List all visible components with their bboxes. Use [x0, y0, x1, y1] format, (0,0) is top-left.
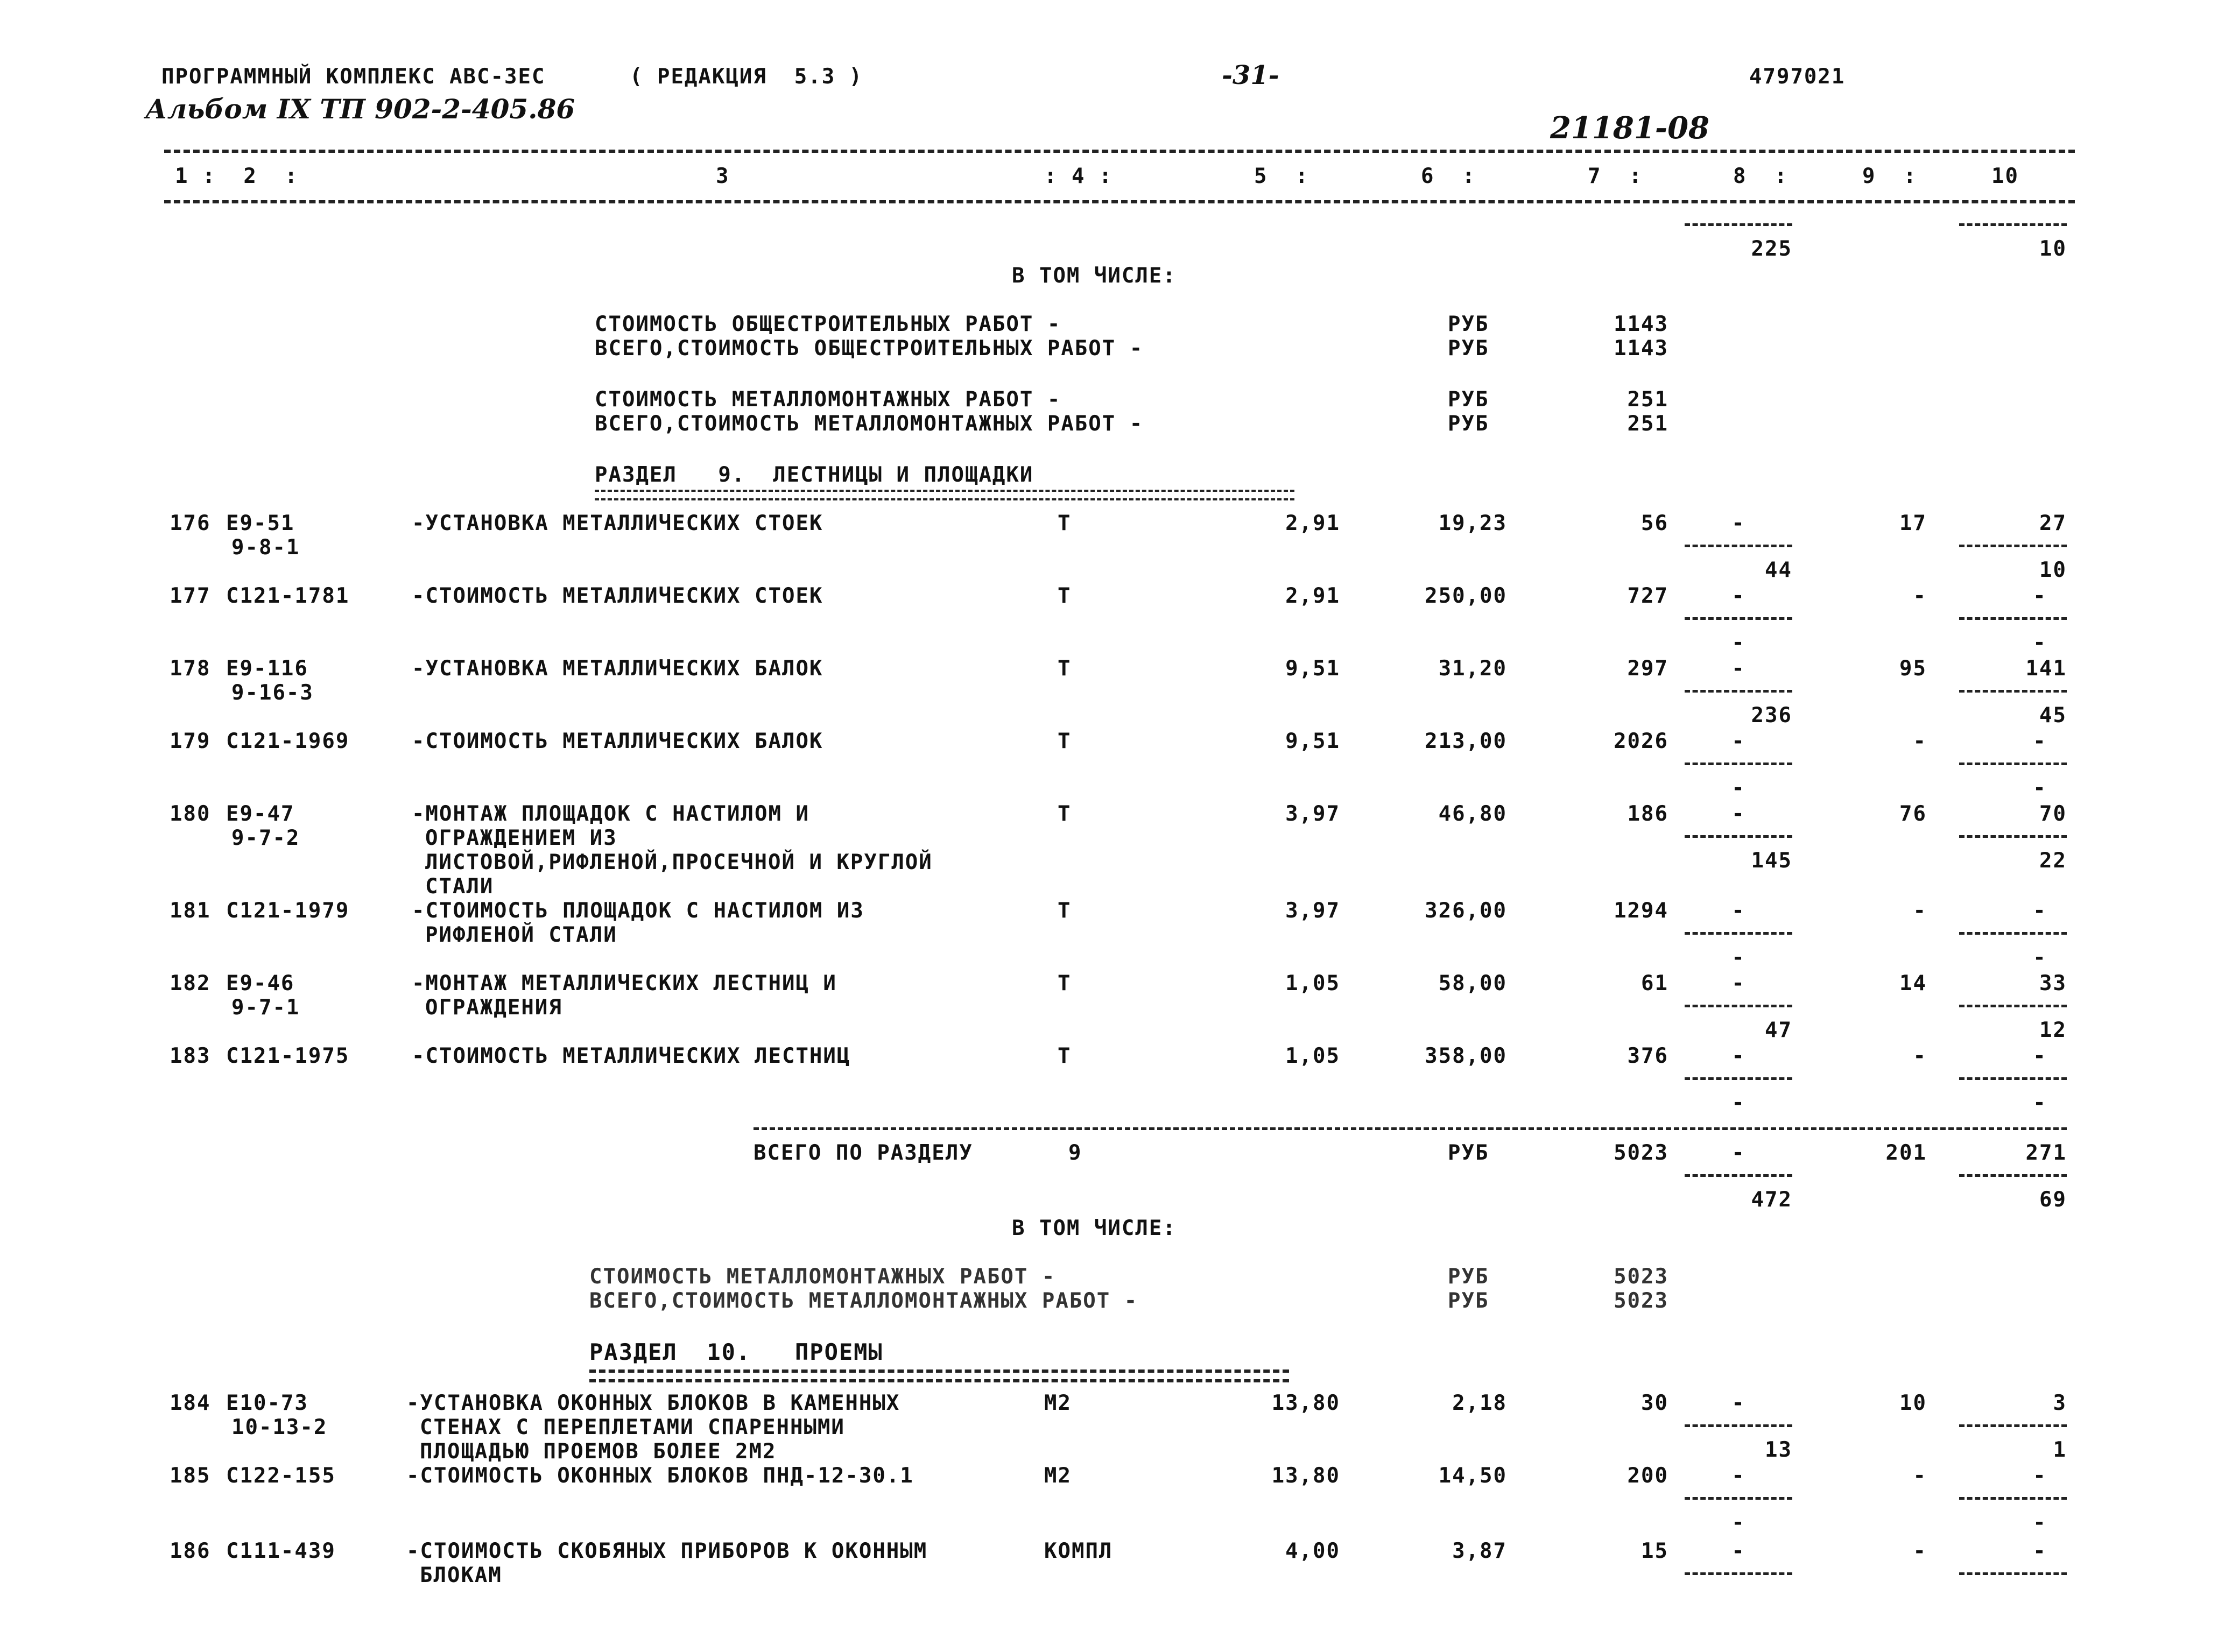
row179-c10-rule — [1959, 763, 2067, 765]
code-handwritten: 21181-08 — [1550, 110, 1709, 146]
col-3: 3 — [716, 164, 730, 188]
row182-c8: - — [1731, 971, 1745, 996]
row176-c8-rule — [1685, 545, 1792, 547]
row184-name: -УСТАНОВКА ОКОННЫХ БЛОКОВ В КАМЕННЫХ — [406, 1391, 900, 1415]
row183-code: C121-1975 — [226, 1044, 350, 1068]
row177-c8-rule — [1685, 617, 1792, 620]
sec9-total-value: 5023 — [1614, 1141, 1668, 1165]
row185-c8-rule — [1685, 1497, 1792, 1500]
row180-c8-rule — [1685, 835, 1792, 838]
row180-c8b: 145 — [1751, 849, 1792, 873]
row177-total: 727 — [1627, 584, 1668, 608]
row178-price: 31,20 — [1438, 656, 1507, 681]
row185-price: 14,50 — [1438, 1464, 1507, 1488]
row177-c8: - — [1731, 584, 1745, 608]
row183-price: 358,00 — [1425, 1044, 1507, 1068]
row180-total: 186 — [1627, 802, 1668, 826]
sec9-total-unit: РУБ — [1448, 1141, 1489, 1165]
row177-c9: - — [1913, 584, 1927, 608]
row184-c10b: 1 — [2053, 1438, 2067, 1462]
incl1-unit-1: РУБ — [1448, 336, 1489, 361]
row177-c8b: - — [1731, 631, 1745, 655]
row181-total: 1294 — [1614, 899, 1668, 923]
row184-name2: СТЕНАХ С ПЕРЕПЛЕТАМИ СПАРЕННЫМИ — [420, 1415, 845, 1439]
row185-c10-rule — [1959, 1497, 2067, 1500]
row179-name: -СТОИМОСТЬ МЕТАЛЛИЧЕСКИХ БАЛОК — [412, 729, 823, 753]
row182-qty: 1,05 — [1285, 971, 1340, 996]
section10-title: РАЗДЕЛ 10. ПРОЕМЫ — [589, 1339, 883, 1365]
row176-c9: 17 — [1899, 511, 1927, 535]
sec9-total-c10b: 69 — [2039, 1188, 2067, 1212]
row183-c9: - — [1913, 1044, 1927, 1068]
row183-qty: 1,05 — [1285, 1044, 1340, 1068]
incl-label-1: В ТОМ ЧИСЛЕ: — [1012, 264, 1177, 288]
row176-c10b: 10 — [2039, 558, 2067, 582]
row180-name4: СТАЛИ — [425, 874, 494, 899]
row182-code: E9-46 — [226, 971, 295, 996]
row182-num: 182 — [170, 971, 211, 996]
row177-code: C121-1781 — [226, 584, 350, 608]
sec9-total-c10-rule — [1959, 1174, 2067, 1177]
row176-code2: 9-8-1 — [231, 535, 300, 560]
row185-total: 200 — [1627, 1464, 1668, 1488]
incl-label-2: В ТОМ ЧИСЛЕ: — [1012, 1216, 1177, 1240]
section9-title: РАЗДЕЛ 9. ЛЕСТНИЦЫ И ПЛОЩАДКИ — [595, 463, 1034, 487]
row180-c10b: 22 — [2039, 849, 2067, 873]
row184-qty: 13,80 — [1271, 1391, 1340, 1415]
col-6: 6 : — [1421, 164, 1476, 188]
row176-num: 176 — [170, 511, 211, 535]
sec9-total-c10: 271 — [2025, 1141, 2067, 1165]
col10-rule — [1959, 223, 2067, 226]
row185-c8: - — [1731, 1464, 1745, 1488]
incl2-unit-1: РУБ — [1448, 1289, 1489, 1313]
col-4: : 4 : — [1044, 164, 1113, 188]
row180-c10-rule — [1959, 835, 2067, 838]
row182-c8-rule — [1685, 1005, 1792, 1007]
row183-c8b: - — [1731, 1091, 1745, 1115]
col-10: 10 — [1991, 164, 2019, 188]
row177-name: -СТОИМОСТЬ МЕТАЛЛИЧЕСКИХ СТОЕК — [412, 584, 823, 608]
incl1-value-2: 251 — [1627, 387, 1668, 412]
top-total-col8: 225 — [1751, 237, 1792, 261]
row176-c8: - — [1731, 511, 1745, 535]
row186-c8-rule — [1685, 1572, 1792, 1575]
row176-c10-rule — [1959, 545, 2067, 547]
sec9-total-c8-rule — [1685, 1174, 1792, 1177]
col-9: 9 : — [1862, 164, 1917, 188]
row182-c8b: 47 — [1765, 1018, 1792, 1042]
row185-qty: 13,80 — [1271, 1464, 1340, 1488]
row186-price: 3,87 — [1452, 1539, 1507, 1563]
row186-name2: БЛОКАМ — [420, 1563, 502, 1587]
sec9-total-c8b: 472 — [1751, 1188, 1792, 1212]
row180-num: 180 — [170, 802, 211, 826]
row182-code2: 9-7-1 — [231, 996, 300, 1020]
row184-name3: ПЛОЩАДЬЮ ПРОЕМОВ БОЛЕЕ 2М2 — [420, 1439, 777, 1464]
row179-c10: - — [2033, 729, 2047, 753]
row182-c10-rule — [1959, 1005, 2067, 1007]
row185-c8b: - — [1731, 1510, 1745, 1535]
header-rule-top — [164, 150, 2075, 153]
row185-c10b: - — [2033, 1510, 2047, 1535]
row185-c10: - — [2033, 1464, 2047, 1488]
incl1-unit-2: РУБ — [1448, 387, 1489, 412]
incl1-text-1: ВСЕГО,СТОИМОСТЬ ОБЩЕСТРОИТЕЛЬНЫХ РАБОТ - — [595, 336, 1144, 361]
row186-qty: 4,00 — [1285, 1539, 1340, 1563]
row180-name2: ОГРАЖДЕНИЕМ ИЗ — [425, 826, 617, 850]
row176-price: 19,23 — [1438, 511, 1507, 535]
row179-unit: Т — [1058, 729, 1072, 753]
sec9-total-label: ВСЕГО ПО РАЗДЕЛУ — [754, 1141, 973, 1165]
row178-num: 178 — [170, 656, 211, 681]
page-number: -31- — [1222, 60, 1279, 90]
row177-c10b: - — [2033, 631, 2047, 655]
incl2-value-1: 5023 — [1614, 1289, 1668, 1313]
row182-name2: ОГРАЖДЕНИЯ — [425, 996, 562, 1020]
row178-c8-rule — [1685, 690, 1792, 693]
row186-c8: - — [1731, 1539, 1745, 1563]
row184-c9: 10 — [1899, 1391, 1927, 1415]
row184-c8-rule — [1685, 1424, 1792, 1427]
row182-c9: 14 — [1899, 971, 1927, 996]
row176-qty: 2,91 — [1285, 511, 1340, 535]
row176-total: 56 — [1641, 511, 1668, 535]
row180-c8: - — [1731, 802, 1745, 826]
row181-name: -СТОИМОСТЬ ПЛОЩАДОК С НАСТИЛОМ ИЗ — [412, 899, 864, 923]
row186-name: -СТОИМОСТЬ СКОБЯНЫХ ПРИБОРОВ К ОКОННЫМ — [406, 1539, 928, 1563]
row177-price: 250,00 — [1425, 584, 1507, 608]
row184-price: 2,18 — [1452, 1391, 1507, 1415]
row178-c9: 95 — [1899, 656, 1927, 681]
row179-c9: - — [1913, 729, 1927, 753]
row181-price: 326,00 — [1425, 899, 1507, 923]
row186-code: C111-439 — [226, 1539, 336, 1563]
row181-c8: - — [1731, 899, 1745, 923]
incl2-unit-0: РУБ — [1448, 1265, 1489, 1289]
row184-c8: - — [1731, 1391, 1745, 1415]
row185-num: 185 — [170, 1464, 211, 1488]
row185-unit: М2 — [1044, 1464, 1072, 1488]
section9-total-rule — [754, 1127, 2067, 1130]
incl2-value-0: 5023 — [1614, 1265, 1668, 1289]
row184-code2: 10-13-2 — [231, 1415, 328, 1439]
col8-rule — [1685, 223, 1792, 226]
sec9-total-num: 9 — [1068, 1141, 1082, 1165]
row178-unit: Т — [1058, 656, 1072, 681]
row178-name: -УСТАНОВКА МЕТАЛЛИЧЕСКИХ БАЛОК — [412, 656, 823, 681]
row178-code: E9-116 — [226, 656, 308, 681]
row179-qty: 9,51 — [1285, 729, 1340, 753]
program-name: ПРОГРАММНЫЙ КОМПЛЕКС АВС-3ЕС — [161, 65, 546, 89]
row181-name2: РИФЛЕНОЙ СТАЛИ — [425, 923, 617, 947]
row177-qty: 2,91 — [1285, 584, 1340, 608]
row180-name3: ЛИСТОВОЙ,РИФЛЕНОЙ,ПРОСЕЧНОЙ И КРУГЛОЙ — [425, 850, 933, 874]
row179-total: 2026 — [1614, 729, 1668, 753]
row177-unit: Т — [1058, 584, 1072, 608]
row179-c10b: - — [2033, 776, 2047, 800]
edition: ( РЕДАКЦИЯ 5.3 ) — [630, 65, 863, 89]
row180-unit: Т — [1058, 802, 1072, 826]
row181-c10: - — [2033, 899, 2047, 923]
incl1-unit-3: РУБ — [1448, 412, 1489, 436]
row185-code: C122-155 — [226, 1464, 336, 1488]
row180-name: -МОНТАЖ ПЛОЩАДОК С НАСТИЛОМ И — [412, 802, 809, 826]
row184-num: 184 — [170, 1391, 211, 1415]
row180-price: 46,80 — [1438, 802, 1507, 826]
row178-qty: 9,51 — [1285, 656, 1340, 681]
row180-code2: 9-7-2 — [231, 826, 300, 850]
incl1-value-1: 1143 — [1614, 336, 1668, 361]
row186-num: 186 — [170, 1539, 211, 1563]
row178-c10: 141 — [2025, 656, 2067, 681]
col-5: 5 : — [1254, 164, 1309, 188]
row184-code: E10-73 — [226, 1391, 308, 1415]
row176-c10: 27 — [2039, 511, 2067, 535]
row184-unit: М2 — [1044, 1391, 1072, 1415]
row183-c10b: - — [2033, 1091, 2047, 1115]
col-1-2: 1 : 2 : — [175, 164, 299, 188]
row181-c9: - — [1913, 899, 1927, 923]
section10-underline — [589, 1369, 1289, 1382]
row176-name: -УСТАНОВКА МЕТАЛЛИЧЕСКИХ СТОЕК — [412, 511, 823, 535]
row178-c8: - — [1731, 656, 1745, 681]
row183-name: -СТОИМОСТЬ МЕТАЛЛИЧЕСКИХ ЛЕСТНИЦ — [412, 1044, 851, 1068]
row180-c9: 76 — [1899, 802, 1927, 826]
row181-num: 181 — [170, 899, 211, 923]
row183-c10: - — [2033, 1044, 2047, 1068]
row179-num: 179 — [170, 729, 211, 753]
row182-c10b: 12 — [2039, 1018, 2067, 1042]
row183-unit: Т — [1058, 1044, 1072, 1068]
row182-price: 58,00 — [1438, 971, 1507, 996]
row181-c8b: - — [1731, 945, 1745, 970]
row181-unit: Т — [1058, 899, 1072, 923]
doc-number: 4797021 — [1749, 65, 1846, 89]
row186-total: 15 — [1641, 1539, 1668, 1563]
row181-c10-rule — [1959, 932, 2067, 935]
row181-c10b: - — [2033, 945, 2047, 970]
header-rule-bottom — [164, 200, 2075, 203]
row184-c10-rule — [1959, 1424, 2067, 1427]
row186-c9: - — [1913, 1539, 1927, 1563]
incl1-text-2: СТОИМОСТЬ МЕТАЛЛОМОНТАЖНЫХ РАБОТ - — [595, 387, 1061, 412]
row185-name: -СТОИМОСТЬ ОКОННЫХ БЛОКОВ ПНД-12-30.1 — [406, 1464, 914, 1488]
incl1-value-0: 1143 — [1614, 312, 1668, 336]
incl1-text-3: ВСЕГО,СТОИМОСТЬ МЕТАЛЛОМОНТАЖНЫХ РАБОТ - — [595, 412, 1144, 436]
top-total-col10: 10 — [2039, 237, 2067, 261]
row179-c8b: - — [1731, 776, 1745, 800]
row180-code: E9-47 — [226, 802, 295, 826]
incl1-text-0: СТОИМОСТЬ ОБЩЕСТРОИТЕЛЬНЫХ РАБОТ - — [595, 312, 1061, 336]
row176-unit: Т — [1058, 511, 1072, 535]
row177-num: 177 — [170, 584, 211, 608]
row185-c9: - — [1913, 1464, 1927, 1488]
incl1-unit-0: РУБ — [1448, 312, 1489, 336]
album-handwritten: Альбом IX ТП 902-2-405.86 — [145, 93, 575, 125]
row182-name: -МОНТАЖ МЕТАЛЛИЧЕСКИХ ЛЕСТНИЦ И — [412, 971, 837, 996]
row183-c8: - — [1731, 1044, 1745, 1068]
incl2-text-1: ВСЕГО,СТОИМОСТЬ МЕТАЛЛОМОНТАЖНЫХ РАБОТ - — [589, 1289, 1138, 1313]
col-7: 7 : — [1588, 164, 1643, 188]
row179-code: C121-1969 — [226, 729, 350, 753]
row183-c8-rule — [1685, 1077, 1792, 1080]
row178-code2: 9-16-3 — [231, 681, 314, 705]
row186-c10: - — [2033, 1539, 2047, 1563]
row184-total: 30 — [1641, 1391, 1668, 1415]
row177-c10-rule — [1959, 617, 2067, 620]
row179-price: 213,00 — [1425, 729, 1507, 753]
row186-c10-rule — [1959, 1572, 2067, 1575]
row176-code: E9-51 — [226, 511, 295, 535]
row182-c10: 33 — [2039, 971, 2067, 996]
sec9-total-c8: - — [1731, 1141, 1745, 1165]
row181-code: C121-1979 — [226, 899, 350, 923]
row178-total: 297 — [1627, 656, 1668, 681]
row183-total: 376 — [1627, 1044, 1668, 1068]
sec9-total-c9: 201 — [1885, 1141, 1927, 1165]
row178-c10-rule — [1959, 690, 2067, 693]
row181-qty: 3,97 — [1285, 899, 1340, 923]
row179-c8-rule — [1685, 763, 1792, 765]
row183-num: 183 — [170, 1044, 211, 1068]
row184-c10: 3 — [2053, 1391, 2067, 1415]
row179-c8: - — [1731, 729, 1745, 753]
row177-c10: - — [2033, 584, 2047, 608]
row178-c10b: 45 — [2039, 703, 2067, 728]
row181-c8-rule — [1685, 932, 1792, 935]
row182-unit: Т — [1058, 971, 1072, 996]
row186-unit: КОМПЛ — [1044, 1539, 1113, 1563]
col-8: 8 : — [1733, 164, 1788, 188]
row178-c8b: 236 — [1751, 703, 1792, 728]
section9-underline — [595, 490, 1294, 500]
row183-c10-rule — [1959, 1077, 2067, 1080]
incl2-text-0: СТОИМОСТЬ МЕТАЛЛОМОНТАЖНЫХ РАБОТ - — [589, 1265, 1056, 1289]
row180-c10: 70 — [2039, 802, 2067, 826]
row180-qty: 3,97 — [1285, 802, 1340, 826]
incl1-value-3: 251 — [1627, 412, 1668, 436]
row182-total: 61 — [1641, 971, 1668, 996]
row176-c8b: 44 — [1765, 558, 1792, 582]
row184-c8b: 13 — [1765, 1438, 1792, 1462]
